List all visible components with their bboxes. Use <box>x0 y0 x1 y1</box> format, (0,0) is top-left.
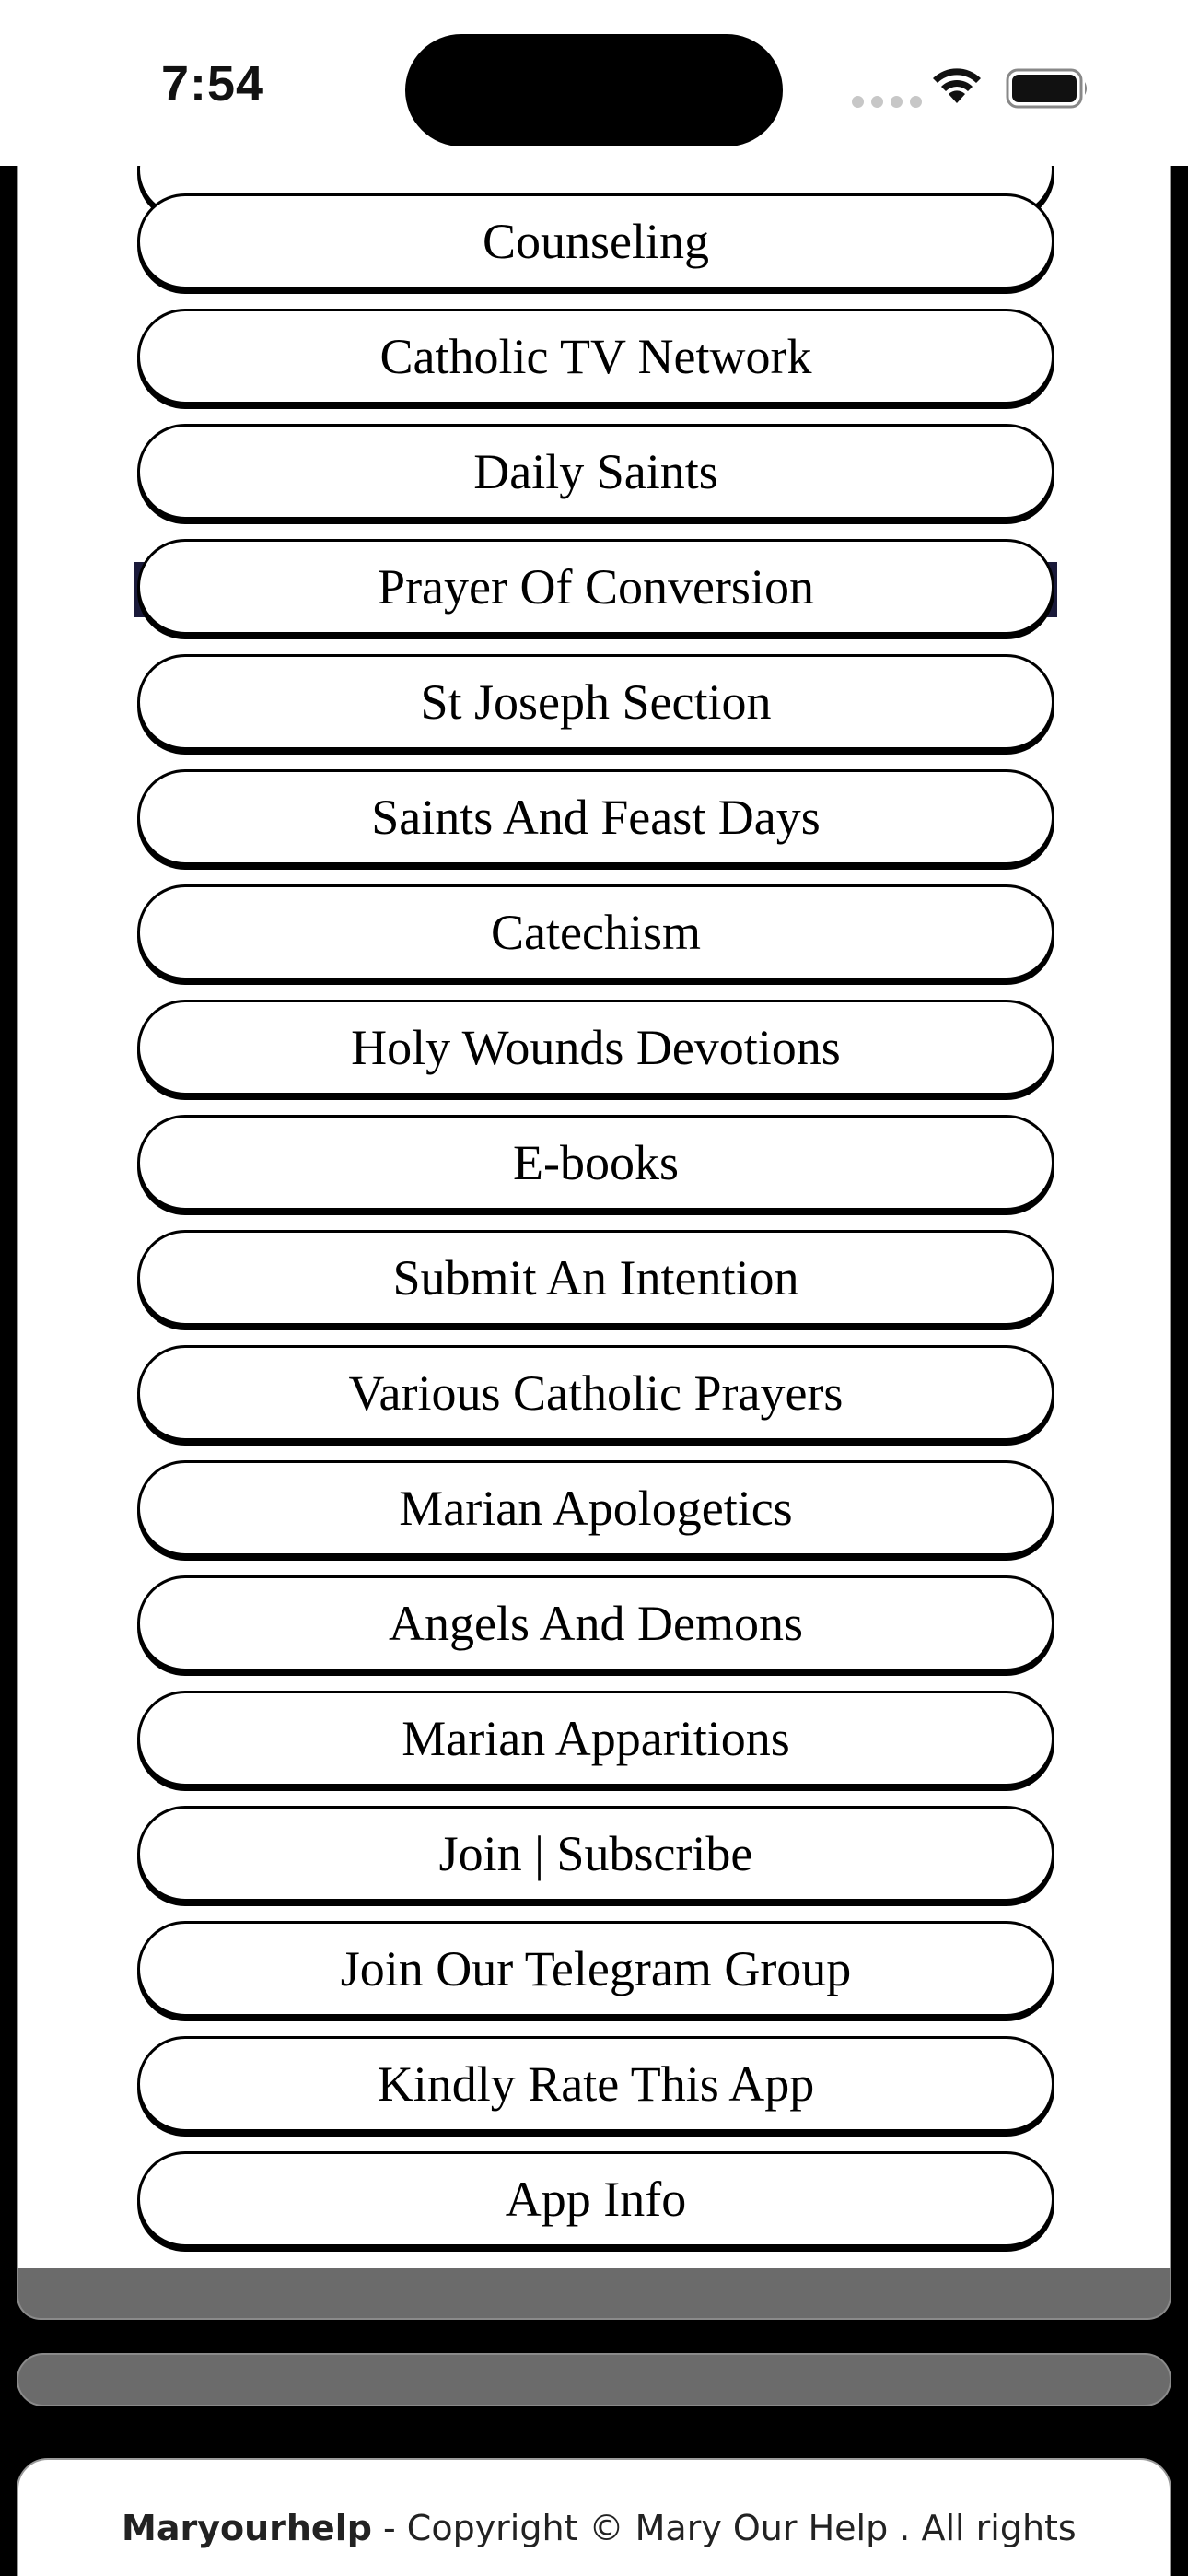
menu-item-angels-and-demons[interactable]: Angels And Demons <box>137 1575 1054 1671</box>
menu-item-rate-this-app[interactable]: Kindly Rate This App <box>137 2036 1054 2132</box>
menu-item-marian-apparitions[interactable]: Marian Apparitions <box>137 1691 1054 1786</box>
menu-item-catechism[interactable]: Catechism <box>137 884 1054 980</box>
dynamic-island <box>405 34 783 146</box>
menu-item-st-joseph-section[interactable]: St Joseph Section <box>137 654 1054 750</box>
footer <box>17 2458 1171 2576</box>
menu-item-join-telegram-group[interactable]: Join Our Telegram Group <box>137 1921 1054 2017</box>
status-time: 7:54 <box>161 56 265 111</box>
menu-item-various-catholic-prayers[interactable]: Various Catholic Prayers <box>137 1345 1054 1441</box>
wifi-icon <box>930 64 984 110</box>
panel-bottom-bar <box>17 2268 1171 2320</box>
battery-icon <box>1006 66 1090 115</box>
footer-copyright-text: - Copyright © Mary Our Help . All rights <box>371 2508 1077 2548</box>
footer-brand: Maryourhelp <box>122 2508 372 2548</box>
menu-item-app-info[interactable]: App Info <box>137 2151 1054 2247</box>
footer-copyright <box>122 2508 1077 2548</box>
menu-item-daily-saints[interactable]: Daily Saints <box>137 424 1054 520</box>
divider-bar <box>17 2353 1171 2406</box>
menu-item-catholic-tv-network[interactable]: Catholic TV Network <box>137 309 1054 404</box>
menu-item-e-books[interactable]: E-books <box>137 1115 1054 1211</box>
menu-item-saints-and-feast-days[interactable]: Saints And Feast Days <box>137 769 1054 865</box>
menu-item-submit-an-intention[interactable]: Submit An Intention <box>137 1230 1054 1326</box>
cellular-signal-icon <box>852 96 922 108</box>
menu-item-prayer-of-conversion[interactable]: Prayer Of Conversion <box>137 539 1054 635</box>
menu-item-join-subscribe[interactable]: Join | Subscribe <box>137 1806 1054 1902</box>
status-bar <box>0 0 1188 166</box>
menu-item-counseling[interactable]: Counseling <box>137 193 1054 289</box>
menu-panel <box>17 166 1171 2268</box>
menu-item-holy-wounds-devotions[interactable]: Holy Wounds Devotions <box>137 1000 1054 1095</box>
menu-item-marian-apologetics[interactable]: Marian Apologetics <box>137 1460 1054 1556</box>
